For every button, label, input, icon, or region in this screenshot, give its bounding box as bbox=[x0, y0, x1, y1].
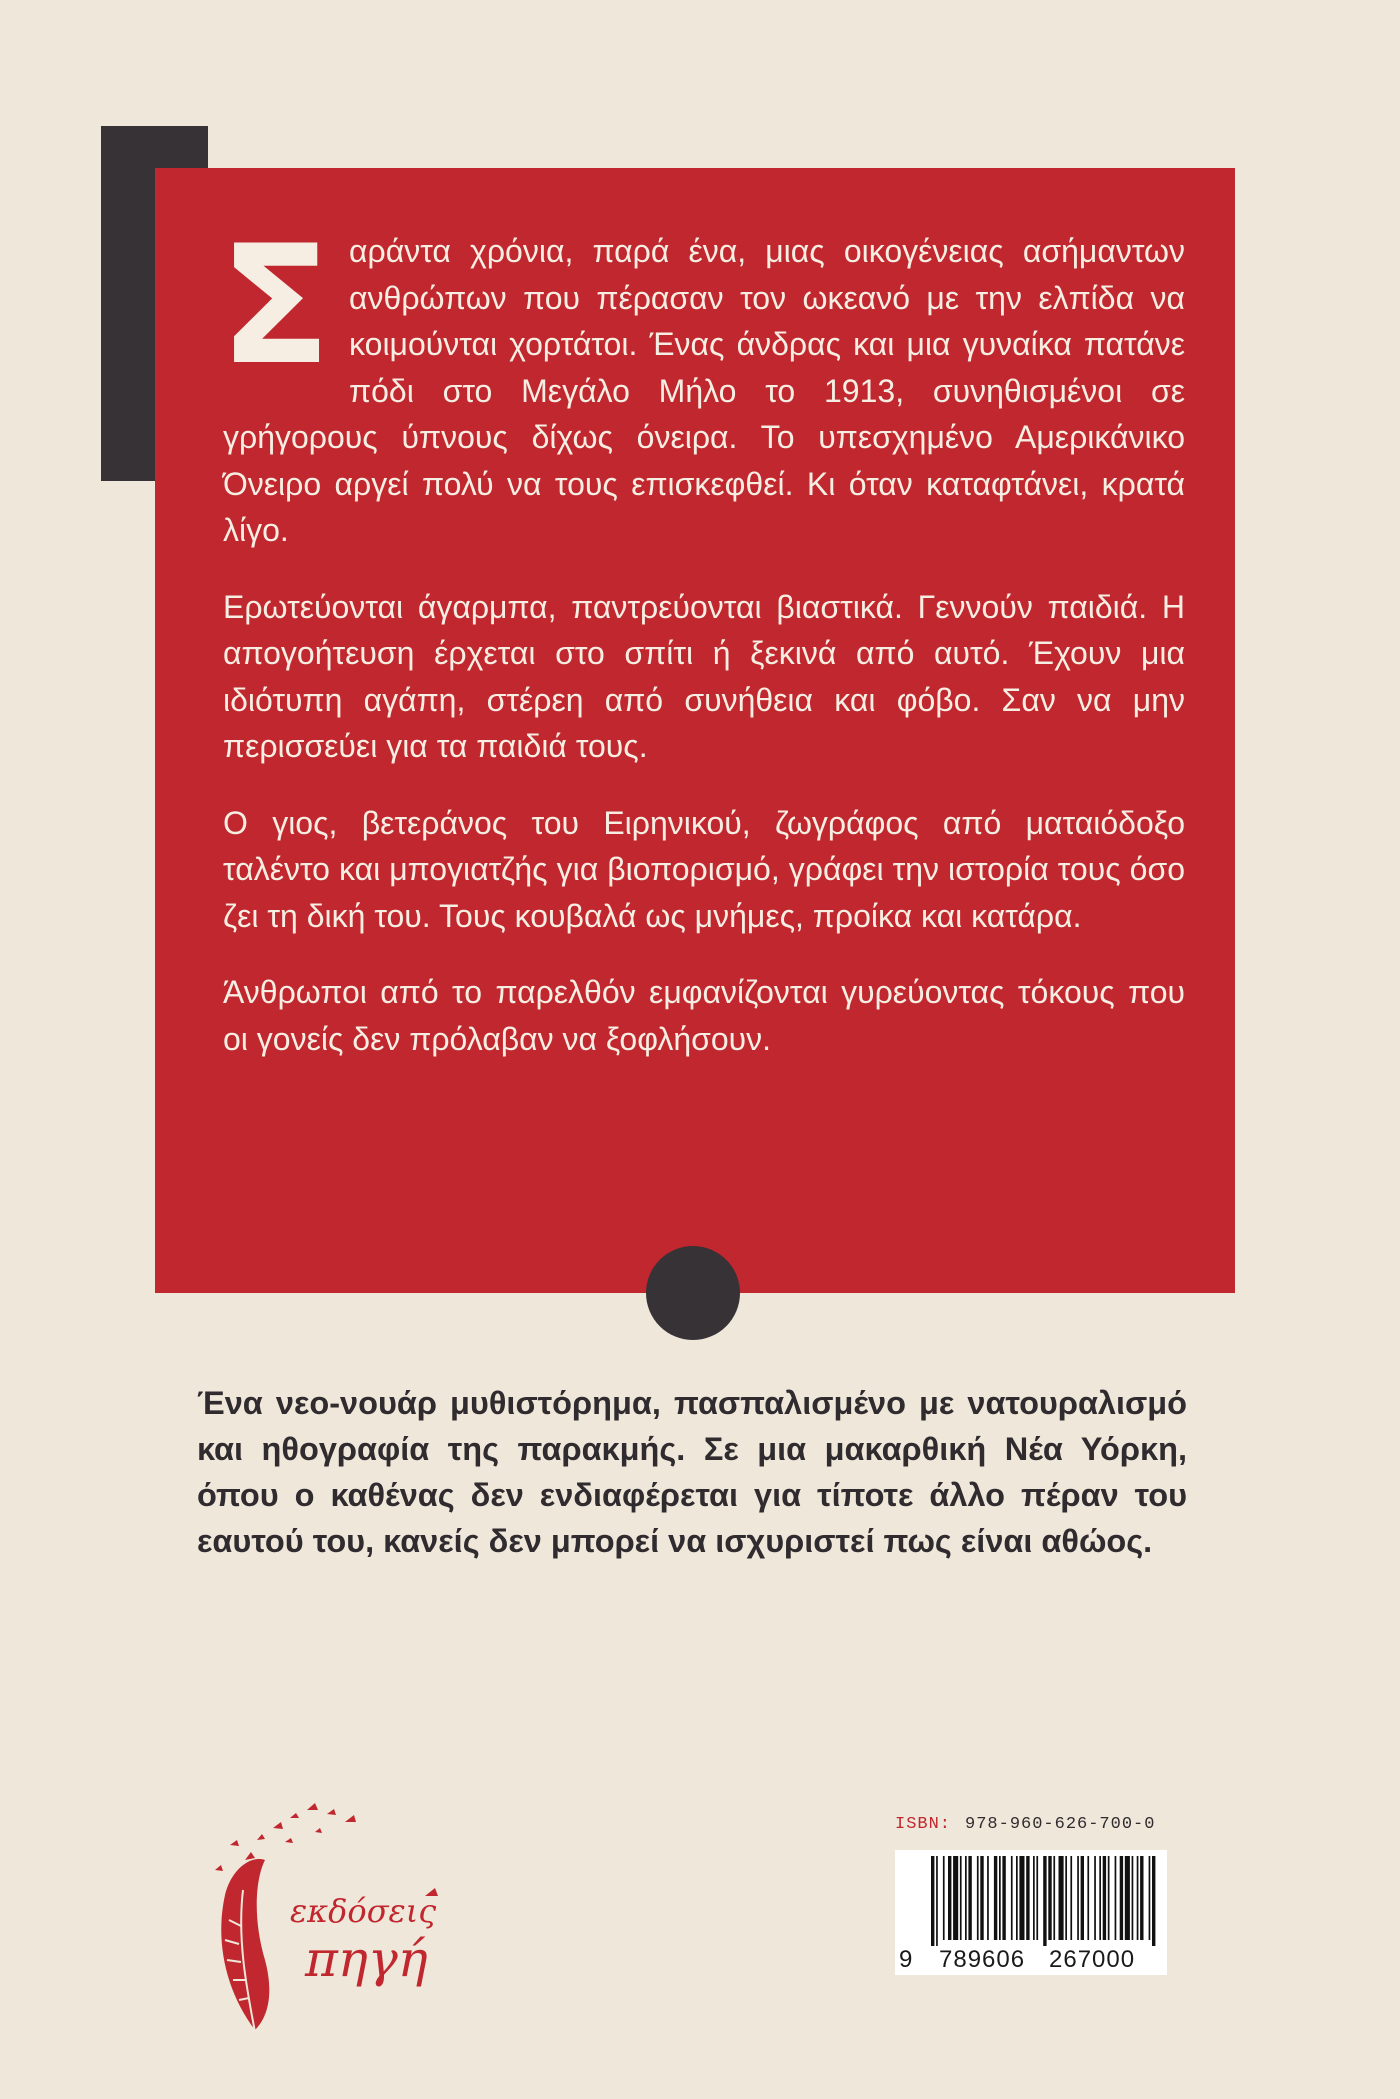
isbn-text bbox=[895, 1815, 1155, 1834]
barcode-digits-right: 267000 bbox=[1049, 1946, 1136, 1973]
barcode-bar bbox=[948, 1856, 951, 1940]
barcode-bar bbox=[960, 1856, 962, 1940]
barcode-bar bbox=[1065, 1856, 1067, 1940]
barcode-bar bbox=[1087, 1856, 1089, 1940]
barcode-bar bbox=[936, 1856, 938, 1946]
barcode-bar bbox=[1094, 1856, 1096, 1940]
barcode-bar bbox=[1115, 1856, 1117, 1940]
barcode-bar bbox=[1053, 1856, 1055, 1940]
tagline: Ένα νεο-νουάρ μυθιστόρημα, πασπαλισμένο με νατουραλισμό και ηθογραφία της παρακμής. Σε μια μακαρθική Νέα Υόρκη, όπου ο καθένας δεν ενδιαφέρεται για τίποτε άλλο πέραν του εαυτού του, κανείς δεν μπορεί να ισχυριστεί πως είναι αθώος. bbox=[197, 1385, 1187, 1559]
barcode-bar bbox=[1043, 1856, 1046, 1946]
isbn-label: ISBN: bbox=[895, 1815, 952, 1834]
barcode-bar bbox=[1048, 1856, 1051, 1940]
barcode-bar bbox=[931, 1856, 934, 1946]
barcode-bar bbox=[1011, 1856, 1013, 1940]
barcode bbox=[895, 1850, 1167, 1975]
synopsis-paragraph-2: Ερωτεύονται άγαρμπα, παντρεύονται βιαστικά. Γεννούν παιδιά. Η απογοήτευση έρχεται στο σπίτι ή ξεκινά από αυτό. Έχουν μια ιδιότυπη αγάπη, στέρεη από συνήθεια και φόβο. Σαν να μην περισσεύει για τα παιδιά τους. bbox=[223, 588, 1185, 764]
barcode-bar bbox=[1132, 1856, 1134, 1940]
publisher-name-line-2: πηγή bbox=[305, 1930, 428, 1988]
barcode-bar bbox=[1103, 1856, 1106, 1940]
publisher-name-line-1: εκδόσεις bbox=[290, 1892, 437, 1930]
barcode-bar bbox=[1026, 1856, 1029, 1940]
barcode-bar bbox=[1137, 1856, 1139, 1940]
barcode-bar bbox=[1002, 1856, 1005, 1940]
isbn-number: 978-960-626-700-0 bbox=[965, 1815, 1156, 1834]
synopsis-paragraph-4: Άνθρωποι από το παρελθόν εμφανίζονται γυρεύοντας τόκους που οι γονείς δεν πρόλαβαν να ξοφλήσουν. bbox=[223, 974, 1185, 1057]
barcode-bar bbox=[968, 1856, 971, 1940]
barcode-bar bbox=[1152, 1856, 1155, 1946]
barcode-bar bbox=[1081, 1856, 1084, 1940]
barcode-digit-first: 9 bbox=[899, 1946, 913, 1973]
barcode-bar bbox=[1120, 1856, 1123, 1940]
barcode-bar bbox=[965, 1856, 967, 1940]
publisher-logo bbox=[195, 1800, 515, 2040]
barcode-bar bbox=[943, 1856, 945, 1940]
barcode-bar bbox=[1099, 1856, 1101, 1940]
barcode-bar bbox=[1036, 1856, 1038, 1940]
barcode-bar bbox=[1059, 1856, 1064, 1940]
barcode-bar bbox=[1019, 1856, 1024, 1940]
barcode-bar bbox=[987, 1856, 989, 1940]
decorative-dot bbox=[646, 1246, 740, 1340]
barcode-bar bbox=[1077, 1856, 1079, 1940]
drop-cap: Σ bbox=[219, 210, 332, 401]
barcode-bar bbox=[1033, 1856, 1035, 1940]
synopsis-paragraph-1: αράντα χρόνια, παρά ένα, μιας οικογένειας ασήμαντων ανθρώπων που πέρασαν τον ωκεανό με την ελπίδα να κοιμούνται χορτάτοι. Ένας άνδρας και μια γυναίκα πατάνε πόδι στο Μεγάλο Μήλο το 1913, συνηθισμένοι σε γρήγορους ύπνους δίχως όνειρα. Το υπεσχημένο Αμερικάνικο Όνειρο αργεί πολύ να τους επισκεφθεί. Κι όταν καταφτάνει, κρατά λίγο. bbox=[223, 233, 1185, 548]
barcode-bar bbox=[1140, 1856, 1143, 1940]
barcode-bar bbox=[1108, 1856, 1110, 1940]
synopsis-panel bbox=[155, 168, 1235, 1293]
barcode-bar bbox=[1149, 1856, 1151, 1940]
barcode-bar bbox=[1125, 1856, 1130, 1940]
barcode-bar bbox=[977, 1856, 979, 1940]
barcode-digits-left: 789606 bbox=[939, 1946, 1026, 1973]
barcode-bar bbox=[1016, 1856, 1018, 1940]
barcode-bar bbox=[999, 1856, 1001, 1940]
barcode-bar bbox=[953, 1856, 958, 1940]
barcode-bar bbox=[1070, 1856, 1072, 1940]
barcode-bar bbox=[980, 1856, 983, 1940]
barcode-bar bbox=[994, 1856, 997, 1940]
synopsis-paragraph-3: Ο γιος, βετεράνος του Ειρηνικού, ζωγράφος από ματαιόδοξο ταλέντο και μπογιατζής για βιοπορισμό, γράφει την ιστορία τους όσο ζει τη δική του. Τους κουβαλά ως μνήμες, προίκα και κατάρα. bbox=[223, 804, 1185, 934]
barcode-bars bbox=[901, 1856, 1161, 1946]
